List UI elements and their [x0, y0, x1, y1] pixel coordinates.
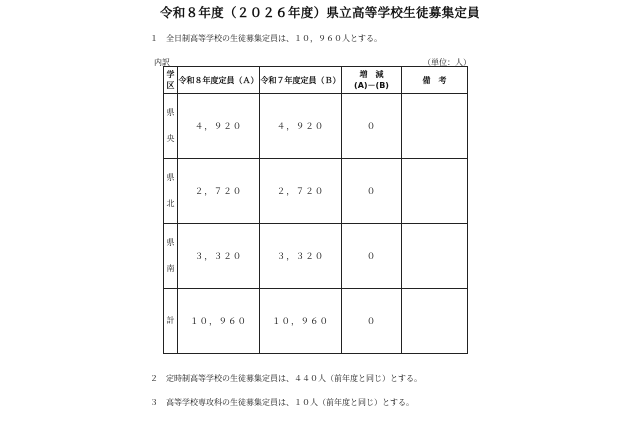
- note-fulltime: １ 全日制高等学校の生徒募集定員は、１０，９６０人とする。: [150, 34, 382, 43]
- district-cell: [164, 159, 178, 224]
- table-caption: 内訳: [154, 58, 170, 67]
- header-district: [164, 67, 178, 94]
- district-line1: 県: [166, 173, 175, 182]
- header-remarks: 備 考: [402, 67, 468, 94]
- change-cell: ０: [342, 159, 402, 224]
- district-line2: 北: [166, 199, 175, 208]
- note-advanced-course: ３ 高等学校専攻科の生徒募集定員は、１０人（前年度と同じ）とする。: [150, 398, 414, 407]
- district-line2: 央: [166, 134, 175, 143]
- header-change: [342, 67, 402, 94]
- header-change-line1: 増 減: [359, 70, 384, 79]
- page-title: 令和８年度（２０２６年度）県立高等学校生徒募集定員: [159, 5, 480, 20]
- quota-table: [163, 66, 468, 354]
- district-cell: [164, 224, 178, 289]
- r7-quota-cell: ４，９２０: [260, 94, 342, 159]
- header-district-line1: 学: [166, 70, 175, 79]
- table-row: [164, 224, 468, 289]
- remarks-cell: [402, 224, 468, 289]
- table-total-row: [164, 289, 468, 354]
- remarks-total-cell: [402, 289, 468, 354]
- r7-quota-cell: ３，３２０: [260, 224, 342, 289]
- district-cell: [164, 94, 178, 159]
- table-header-row: [164, 67, 468, 94]
- header-change-line2: (A)－(B): [354, 81, 389, 90]
- header-r7-quota: 令和７年度定員（Ｂ）: [260, 67, 342, 94]
- header-r8-quota: 令和８年度定員（Ａ）: [178, 67, 260, 94]
- district-line1: 県: [166, 238, 175, 247]
- remarks-cell: [402, 159, 468, 224]
- table-row: [164, 159, 468, 224]
- unit-label: （単位：人）: [423, 58, 471, 67]
- r8-quota-cell: ２，７２０: [178, 159, 260, 224]
- r8-quota-cell: ３，３２０: [178, 224, 260, 289]
- header-district-line2: 区: [166, 81, 175, 90]
- district-line1: 県: [166, 108, 175, 117]
- total-label-cell: 計: [164, 289, 178, 354]
- note-parttime: ２ 定時制高等学校の生徒募集定員は、４４０人（前年度と同じ）とする。: [150, 374, 422, 383]
- change-cell: ０: [342, 224, 402, 289]
- remarks-cell: [402, 94, 468, 159]
- district-line2: 南: [166, 264, 175, 273]
- table-row: [164, 94, 468, 159]
- r8-total-cell: １０，９６０: [178, 289, 260, 354]
- change-total-cell: ０: [342, 289, 402, 354]
- change-cell: ０: [342, 94, 402, 159]
- r8-quota-cell: ４，９２０: [178, 94, 260, 159]
- r7-total-cell: １０，９６０: [260, 289, 342, 354]
- r7-quota-cell: ２，７２０: [260, 159, 342, 224]
